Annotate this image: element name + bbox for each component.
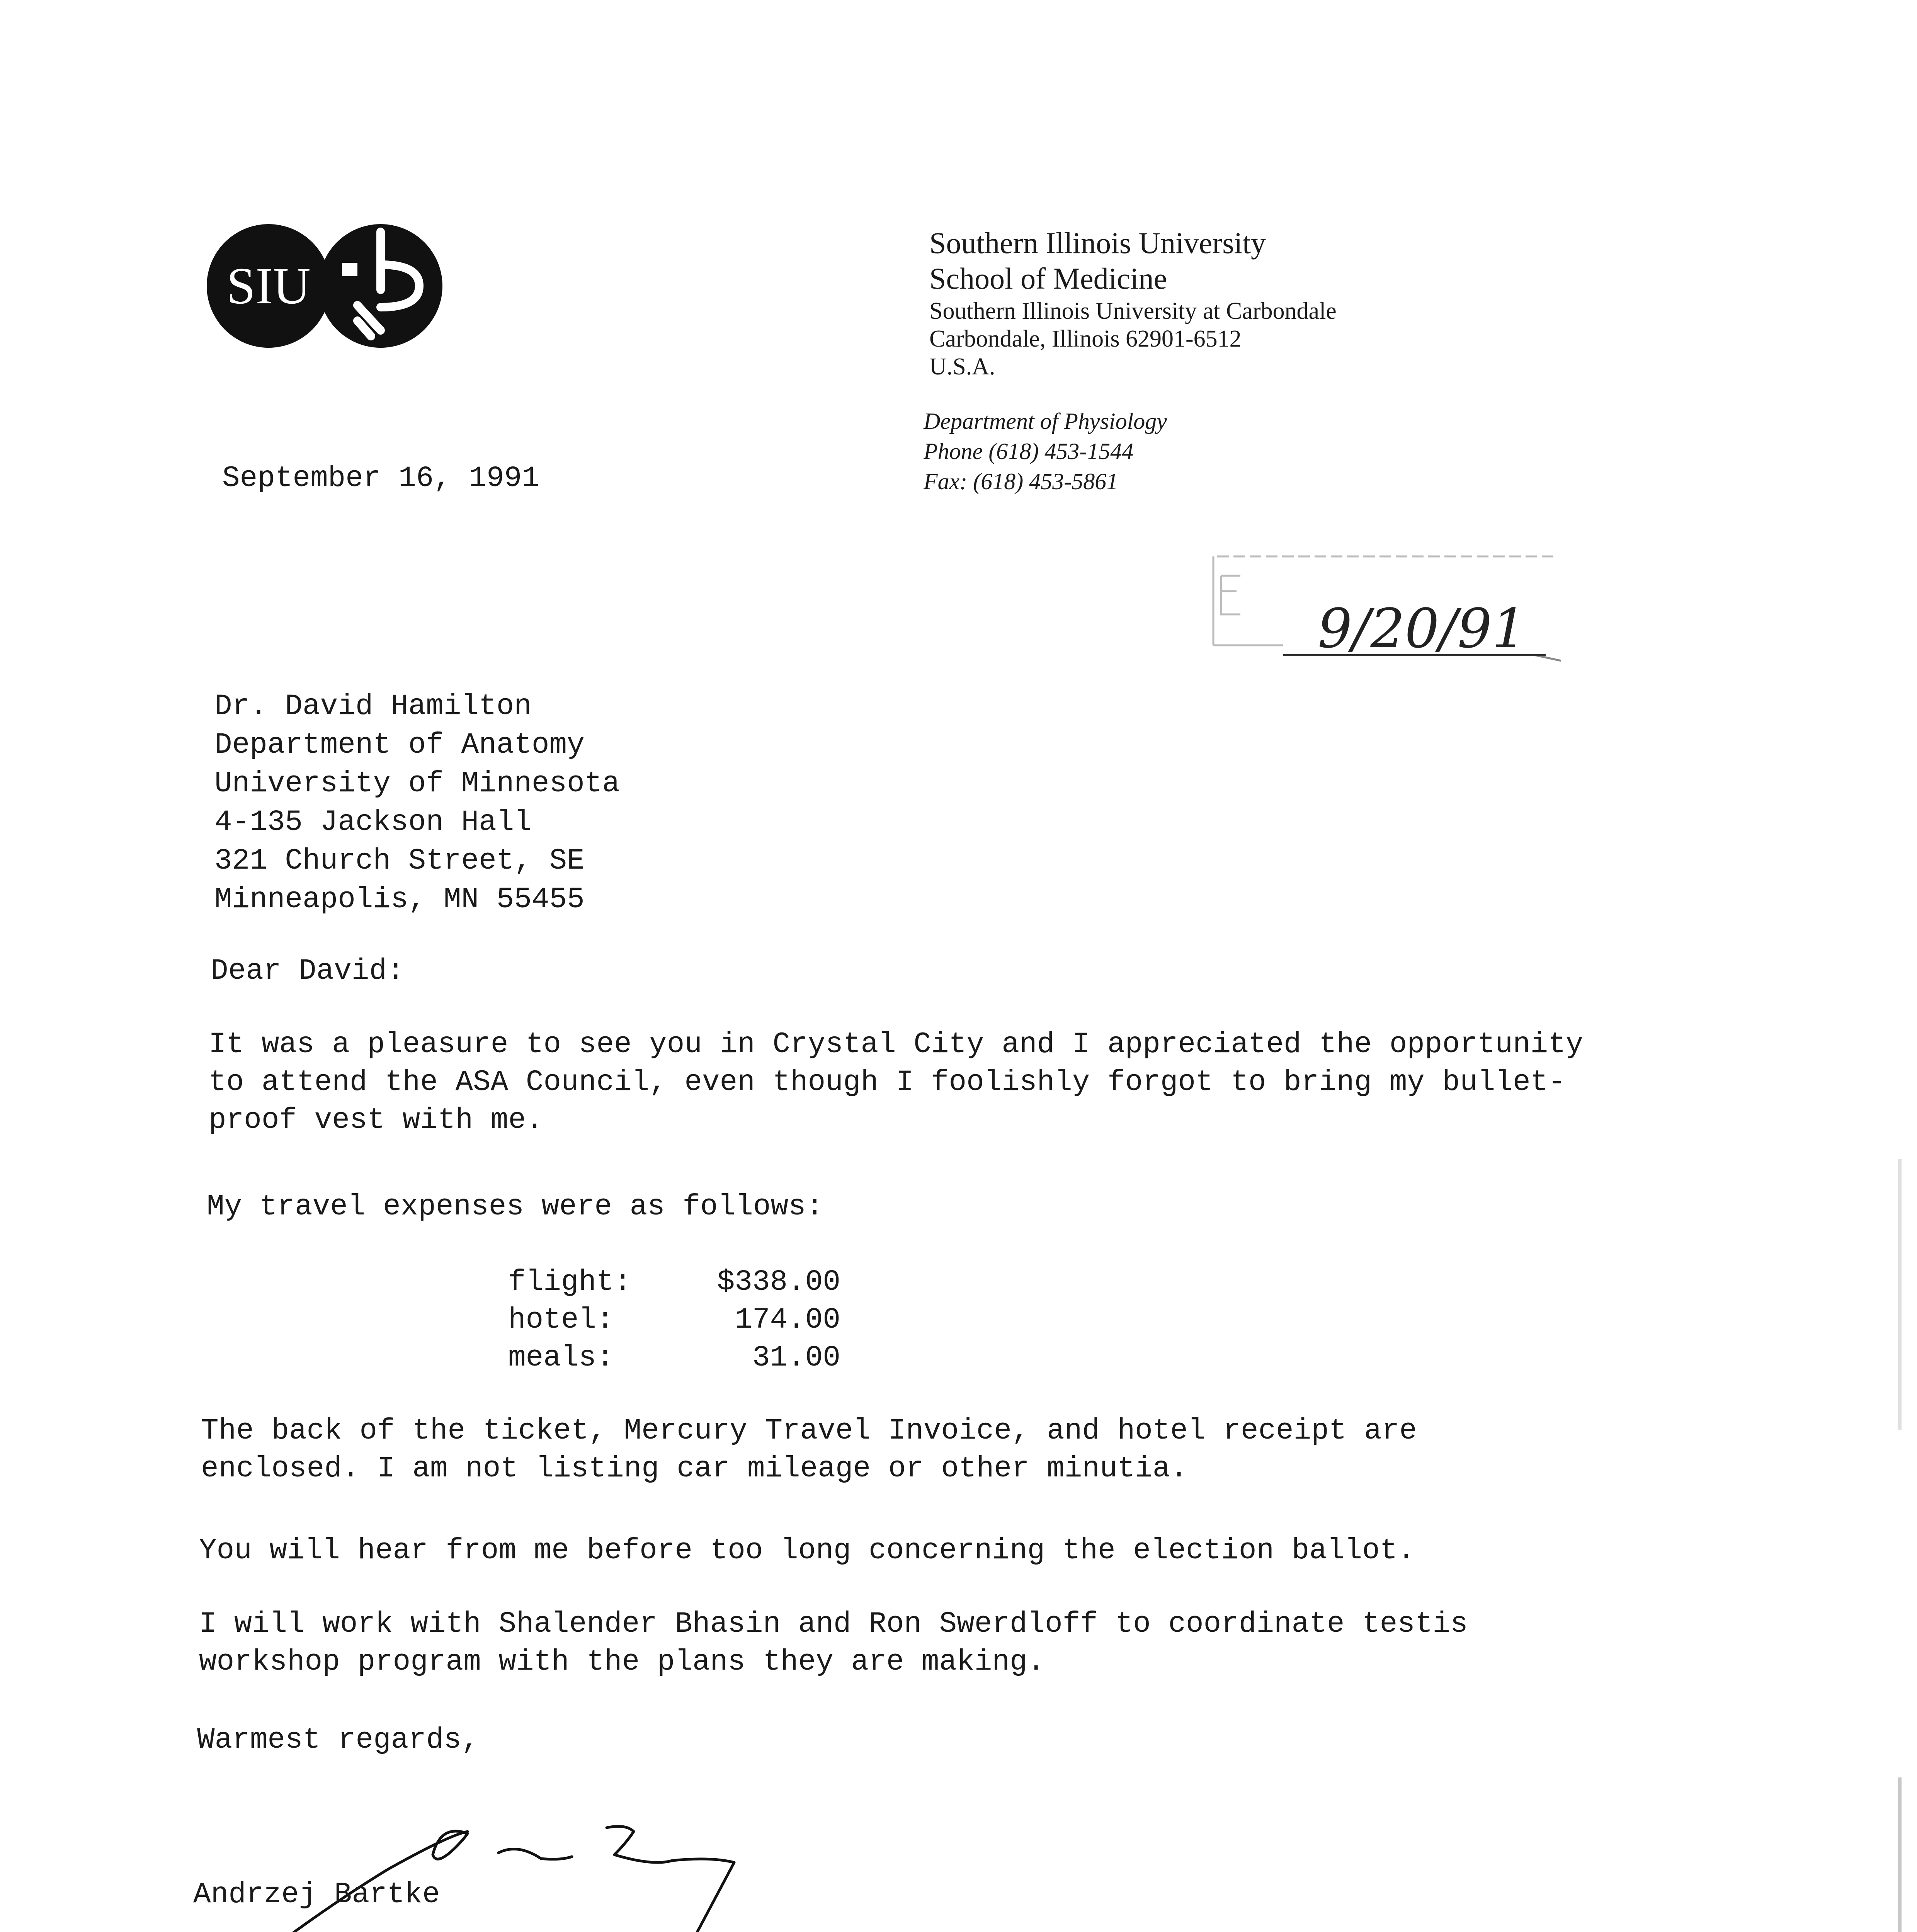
letterhead-country: U.S.A. xyxy=(929,354,995,380)
svg-text:SIU: SIU xyxy=(226,257,311,315)
stamp-date: 9/20/91 xyxy=(1318,597,1526,660)
paragraph-2: My travel expenses were as follows: xyxy=(207,1190,824,1223)
paragraph-line: The back of the ticket, Mercury Travel Invoice, and hotel receipt are xyxy=(201,1414,1417,1447)
expense-label: meals: xyxy=(508,1341,614,1374)
paragraph-line: I will work with Shalender Bhasin and Ron Swerdloff to coordinate testis xyxy=(199,1607,1468,1641)
expense-row xyxy=(508,1305,840,1335)
expense-amount: 31.00 xyxy=(752,1341,840,1374)
recipient-line: 321 Church Street, SE xyxy=(214,844,585,878)
letter-date: September 16, 1991 xyxy=(222,462,539,495)
letterhead-campus: Southern Illinois University at Carbondale xyxy=(929,298,1337,324)
scan-edge-mark xyxy=(1898,1159,1902,1430)
expense-label: hotel: xyxy=(508,1303,614,1337)
expense-amount: $338.00 xyxy=(717,1265,840,1299)
paragraph-line: enclosed. I am not listing car mileage or other minutia. xyxy=(201,1452,1188,1485)
siu-logo xyxy=(205,222,444,350)
letterhead-phone: Phone (618) 453-1544 xyxy=(924,439,1134,464)
letterhead-department-block xyxy=(924,410,1542,500)
paragraph-line: proof vest with me. xyxy=(209,1104,544,1137)
letterhead-school: School of Medicine xyxy=(929,262,1167,295)
recipient-address xyxy=(214,692,620,923)
recipient-line: Minneapolis, MN 55455 xyxy=(214,883,585,916)
paragraph-line: It was a pleasure to see you in Crystal City and I appreciated the opportunity xyxy=(209,1028,1584,1061)
letterhead-fax: Fax: (618) 453-5861 xyxy=(924,469,1118,494)
expense-amount: 174.00 xyxy=(735,1303,840,1337)
paragraph-line: to attend the ASA Council, even though I foolishly forgot to bring my bullet- xyxy=(209,1066,1566,1099)
expense-row xyxy=(508,1343,840,1372)
paragraph-1 xyxy=(209,1030,1583,1143)
letterhead-university: Southern Illinois University xyxy=(929,226,1266,260)
salutation: Dear David: xyxy=(211,954,405,988)
paragraph-3 xyxy=(201,1416,1417,1492)
expense-label: flight: xyxy=(508,1265,632,1299)
paragraph-5 xyxy=(199,1609,1468,1685)
paragraph-4: You will hear from me before too long concerning the election ballot. xyxy=(199,1534,1415,1567)
recipient-line: Dr. David Hamilton xyxy=(214,690,532,723)
letterhead xyxy=(929,228,1548,383)
letterhead-department: Department of Physiology xyxy=(924,408,1167,434)
signer-name: Andrzej Bartke xyxy=(193,1878,440,1911)
scan-edge-mark xyxy=(1898,1777,1902,1932)
received-stamp xyxy=(1206,549,1569,676)
expense-row xyxy=(508,1267,840,1297)
recipient-line: Department of Anatomy xyxy=(214,728,585,762)
recipient-line: University of Minnesota xyxy=(214,767,620,800)
paragraph-line: workshop program with the plans they are making. xyxy=(199,1645,1045,1679)
closing: Warmest regards, xyxy=(197,1723,479,1757)
recipient-line: 4-135 Jackson Hall xyxy=(214,806,532,839)
expense-list xyxy=(508,1267,840,1381)
letterhead-city: Carbondale, Illinois 62901-6512 xyxy=(929,326,1242,352)
